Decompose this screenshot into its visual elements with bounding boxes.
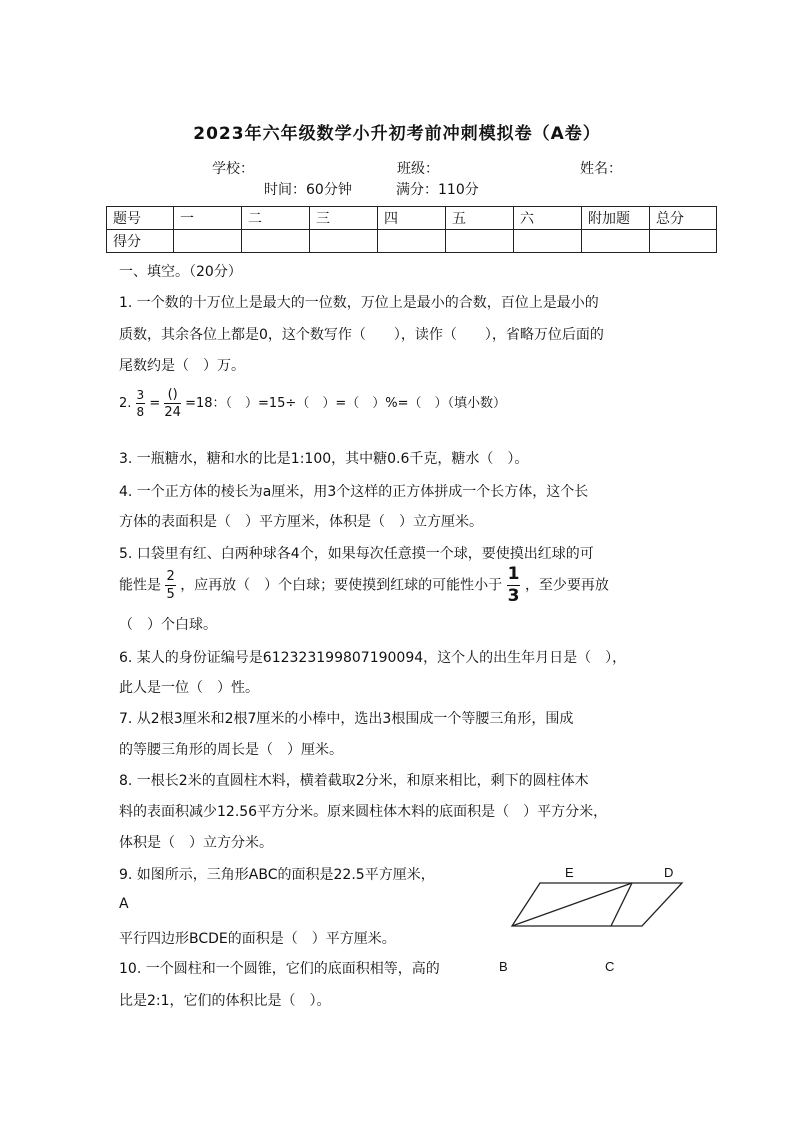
- figure-label-c: C: [605, 959, 615, 974]
- q7-line1: 7. 从2根3厘米和2根7厘米的小棒中，选出3根围成一个等腰三角形，围成: [119, 711, 574, 727]
- table-cell: 二: [242, 207, 310, 230]
- q3-line: 3. 一瓶糖水，糖和水的比是1:100，其中糖0.6千克，糖水（ ）。: [119, 451, 529, 467]
- q5-line1: 5. 口袋里有红、白两种球各4个，如果每次任意摸一个球，要使摸出红球的可: [119, 546, 594, 562]
- fraction-numerator: 1: [507, 564, 520, 584]
- q10-line1: 10. 一个圆柱和一个圆锥，它们的底面积相等，高的: [119, 961, 440, 977]
- table-cell: 四: [378, 207, 446, 230]
- table-cell: 总分: [650, 207, 717, 230]
- fraction-denominator: 5: [166, 587, 175, 602]
- school-label: 学校：: [212, 161, 254, 177]
- q8-line2: 料的表面积减少12.56平方分米。原来圆柱体木料的底面积是（ ）平方分米，: [119, 804, 608, 820]
- q1-line1: 1. 一个数的十万位上是最大的一位数，万位上是最小的合数，百位上是最小的: [119, 295, 599, 311]
- name-label: 姓名：: [580, 161, 622, 177]
- figure-label-b: B: [499, 959, 508, 974]
- q7-line2: 的等腰三角形的周长是（ ）厘米。: [119, 742, 343, 758]
- exam-title: 2023年六年级数学小升初考前冲刺模拟卷（A卷）: [193, 124, 601, 144]
- table-cell: 六: [514, 207, 582, 230]
- q5-line2: [119, 566, 609, 605]
- fraction-denominator: 3: [507, 586, 520, 606]
- parallelogram-bcde: [512, 883, 682, 926]
- q6-line1: 6. 某人的身份证编号是612323199807190094，这个人的出生年月日是（ ），: [119, 650, 627, 666]
- q5-text: ，应再放（ ）个白球；要使摸到红球的可能性小于: [180, 577, 503, 594]
- score-cell[interactable]: [446, 230, 514, 253]
- score-table-score-row: [107, 230, 717, 253]
- q9-line1: 9. 如图所示，三角形ABC的面积是22.5平方厘米，: [119, 867, 435, 883]
- table-cell: 三: [310, 207, 378, 230]
- q2-line: [119, 388, 506, 419]
- table-cell: 一: [174, 207, 242, 230]
- q5-text: 能性是: [119, 577, 161, 594]
- q10-line2: 比是2:1，它们的体积比是（ ）。: [119, 993, 331, 1009]
- score-cell[interactable]: [242, 230, 310, 253]
- score-cell[interactable]: [174, 230, 242, 253]
- q1-line2: 质数，其余各位上都是0，这个数写作（ ），读作（ ），省略万位后面的: [119, 327, 604, 343]
- q6-line2: 此人是一位（ ）性。: [119, 680, 259, 696]
- q9-label-a: A: [119, 896, 129, 912]
- score-cell[interactable]: [582, 230, 650, 253]
- score-cell[interactable]: [650, 230, 717, 253]
- equals-sign: =: [149, 396, 161, 411]
- class-label: 班级：: [397, 161, 439, 177]
- q8-line1: 8. 一根长2米的直圆柱木料，横着截取2分米，和原来相比，剩下的圆柱体木: [119, 773, 589, 789]
- table-cell: 得分: [107, 230, 174, 253]
- score-cell[interactable]: [378, 230, 446, 253]
- full-score-label: 满分：110分: [396, 182, 479, 198]
- figure-label-d: D: [664, 865, 674, 880]
- q5-line3: （ ）个白球。: [119, 617, 217, 633]
- time-label: 时间：60分钟: [264, 182, 352, 198]
- fraction-numerator: 2: [166, 569, 175, 584]
- q2-rest: =18：（ ）=15÷（ ）=（ ）%=（ ）（填小数）: [185, 396, 506, 411]
- fraction-denominator: 8: [136, 405, 145, 419]
- fraction: [165, 570, 175, 601]
- section-heading: 一、填空。（20分）: [119, 264, 242, 280]
- q5-text: ，至少要再放: [524, 577, 609, 594]
- fraction-numerator: 3: [136, 388, 145, 402]
- table-cell: 五: [446, 207, 514, 230]
- score-cell[interactable]: [310, 230, 378, 253]
- fraction: [164, 388, 181, 419]
- q4-line1: 4. 一个正方体的棱长为a厘米，用3个这样的正方体拼成一个长方体，这个长: [119, 484, 589, 500]
- score-table-header-row: [107, 207, 717, 230]
- score-cell[interactable]: [514, 230, 582, 253]
- fraction: [507, 566, 521, 605]
- table-cell: 题号: [107, 207, 174, 230]
- table-cell: 附加题: [582, 207, 650, 230]
- q4-line2: 方体的表面积是（ ）平方厘米，体积是（ ）立方厘米。: [119, 514, 483, 530]
- q8-line3: 体积是（ ）立方分米。: [119, 835, 273, 851]
- fraction-numerator: (): [164, 388, 181, 404]
- q9-line3: 平行四边形BCDE的面积是（ ）平方厘米。: [119, 931, 396, 947]
- figure-label-e: E: [565, 865, 574, 880]
- score-table: [106, 206, 717, 253]
- q1-line3: 尾数约是（ ）万。: [119, 358, 245, 374]
- fraction-denominator: 24: [164, 405, 181, 420]
- q2-number: 2.: [119, 396, 132, 411]
- fraction: [136, 389, 146, 418]
